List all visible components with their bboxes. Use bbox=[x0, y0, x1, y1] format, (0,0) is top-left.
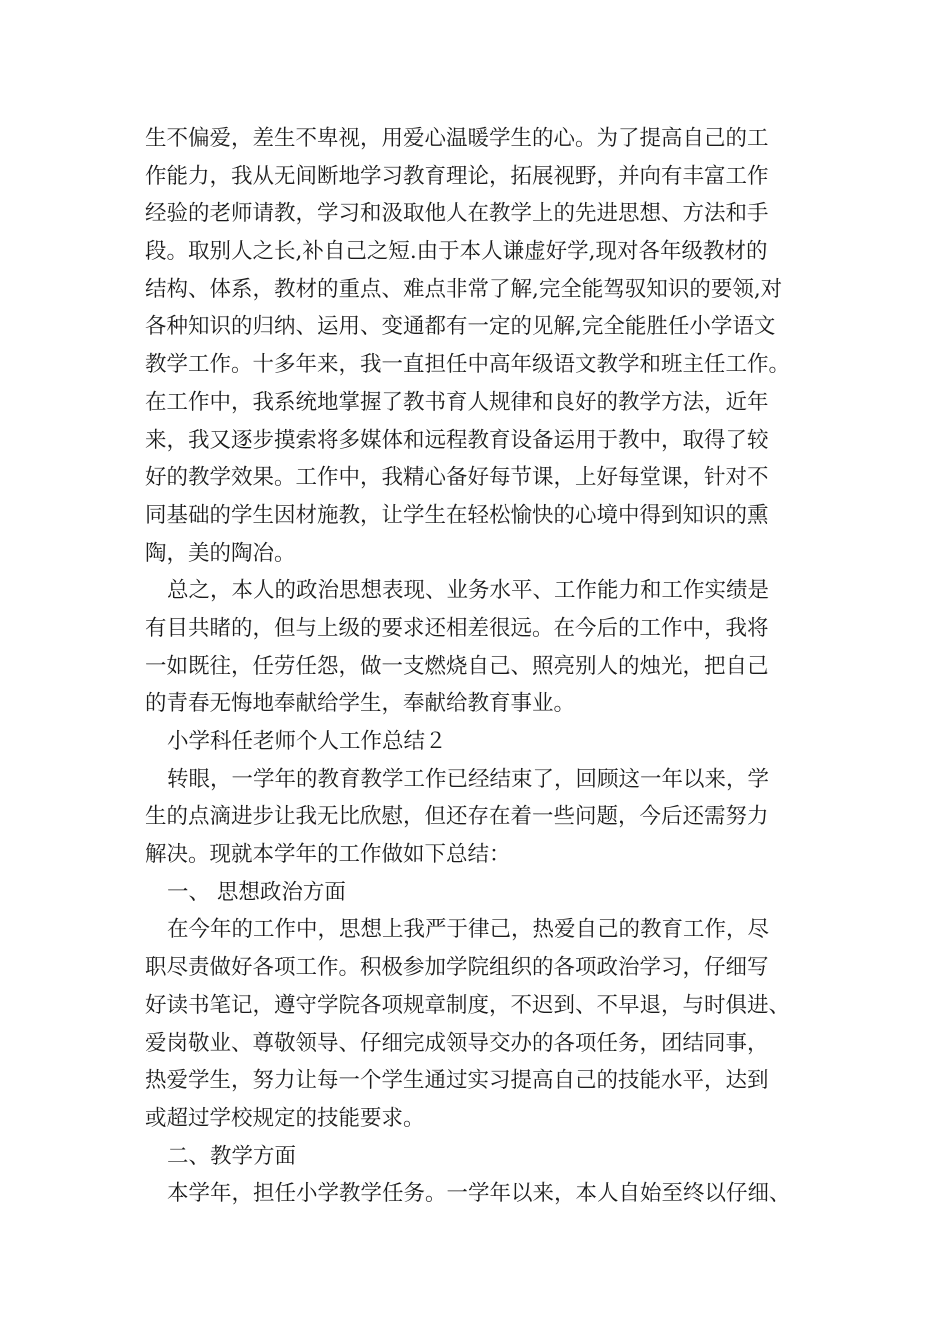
text-line: 好读书笔记，遵守学院各项规章制度，不迟到、不早退，与时俱进、 bbox=[145, 992, 791, 1018]
text-line: 好的教学效果。工作中，我精心备好每节课，上好每堂课，针对不 bbox=[145, 465, 769, 491]
text-line: 职尽责做好各项工作。积极参加学院组织的各项政治学习，仔细写 bbox=[145, 955, 769, 981]
heading-text: 小学科任老师个人工作总结２ bbox=[167, 729, 447, 754]
text-line: 一如既往，任劳任怨，做一支燃烧自己、照亮别人的烛光，把自己 bbox=[145, 653, 769, 679]
text-line: 作能力，我从无间断地学习教育理论，拓展视野，并向有丰富工作 bbox=[145, 163, 769, 189]
text-line: 有目共睹的，但与上级的要求还相差很远。在今后的工作中，我将 bbox=[145, 615, 769, 641]
text-line: 或超过学校规定的技能要求。 bbox=[145, 1105, 425, 1131]
heading-text: 二、教学方面 bbox=[167, 1143, 297, 1169]
paragraph bbox=[145, 911, 835, 1137]
section-heading bbox=[145, 874, 835, 912]
text-line: 教学工作。十多年来，我一直担任中高年级语文教学和班主任工作。 bbox=[145, 352, 791, 378]
section-heading bbox=[145, 723, 835, 761]
text-line: 各种知识的归纳、运用、变通都有一定的见解,完全能胜任小学语文 bbox=[145, 314, 776, 340]
text-line: 段。取别人之长,补自己之短.由于本人谦虚好学,现对各年级教材的 bbox=[145, 239, 768, 265]
section-heading bbox=[145, 1138, 835, 1176]
text-line: 来，我又逐步摸索将多媒体和远程教育设备运用于教中，取得了较 bbox=[145, 427, 769, 453]
text-line: 热爱学生，努力让每一个学生通过实习提高自己的技能水平，达到 bbox=[145, 1068, 769, 1094]
text-line: 经验的老师请教，学习和汲取他人在教学上的先进思想、方法和手 bbox=[145, 201, 769, 227]
text-line: 的青春无悔地奉献给学生，奉献给教育事业。 bbox=[145, 691, 576, 717]
text-line: 在工作中，我系统地掌握了教书育人规律和良好的教学方法，近年 bbox=[145, 389, 769, 415]
text-line: 本学年，担任小学教学任务。一学年以来，本人自始至终以仔细、 bbox=[167, 1181, 791, 1207]
text-line: 生的点滴进步让我无比欣慰，但还存在着一些问题，今后还需努力 bbox=[145, 804, 769, 830]
heading-text: 一、 思想政治方面 bbox=[167, 879, 346, 905]
text-line: 生不偏爱，差生不卑视，用爱心温暖学生的心。为了提高自己的工 bbox=[145, 126, 769, 151]
text-line: 结构、体系，教材的重点、难点非常了解,完全能驾驭知识的要领,对 bbox=[145, 276, 783, 302]
text-line: 解决。现就本学年的工作做如下总结： bbox=[145, 842, 511, 868]
paragraph bbox=[145, 1175, 835, 1213]
paragraph bbox=[145, 120, 835, 572]
document-body bbox=[145, 120, 835, 1213]
text-line: 总之，本人的政治思想表现、业务水平、工作能力和工作实绩是 bbox=[167, 578, 770, 604]
text-line: 陶，美的陶冶。 bbox=[145, 540, 296, 566]
text-line: 同基础的学生因材施教，让学生在轻松愉快的心境中得到知识的熏 bbox=[145, 502, 769, 528]
text-line: 爱岗敬业、尊敬领导、仔细完成领导交办的各项任务，团结同事， bbox=[145, 1030, 769, 1056]
text-line: 转眼，一学年的教育教学工作已经结束了，回顾这一年以来，学 bbox=[167, 766, 770, 792]
paragraph bbox=[145, 761, 835, 874]
paragraph bbox=[145, 572, 835, 723]
text-line: 在今年的工作中，思想上我严于律己，热爱自己的教育工作，尽 bbox=[167, 917, 770, 943]
